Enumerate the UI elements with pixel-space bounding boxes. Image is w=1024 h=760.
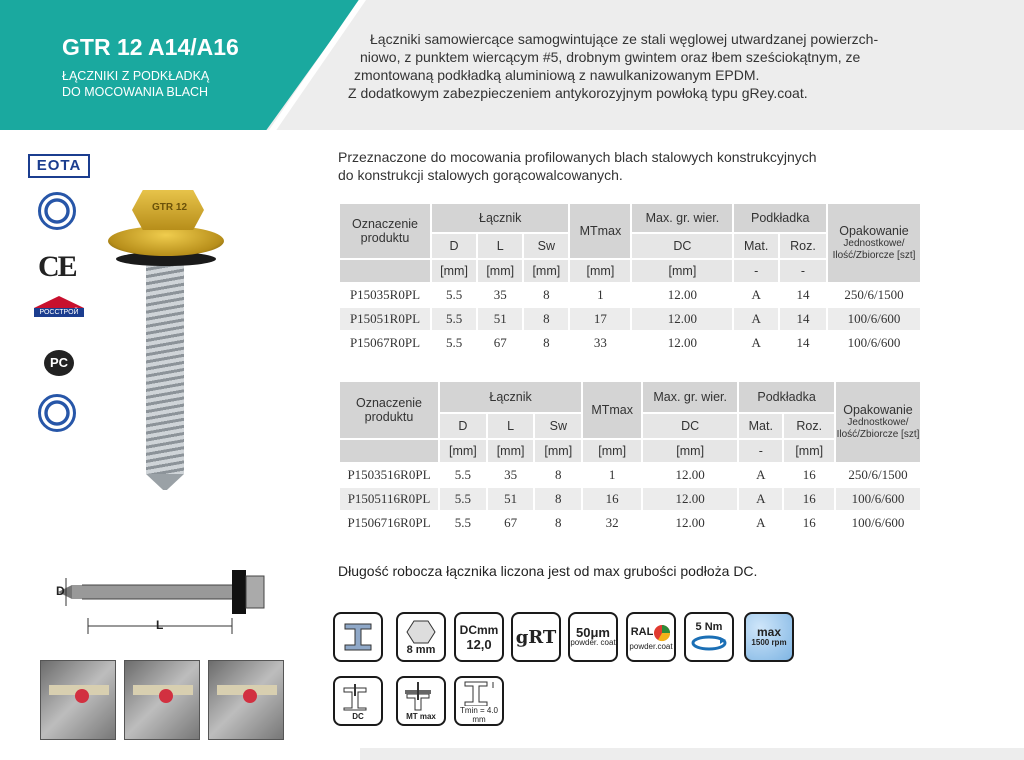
header-connector: Łącznik [440,382,581,412]
dc-joint-icon [333,676,383,726]
tmin-label: Tmin = 4.0 mm [459,706,498,724]
unit-cell: [mm] [524,260,568,282]
cell: 33 [593,335,607,350]
rotation-arrow-icon [690,633,728,653]
pack-sublabel: Jednostkowe/ Ilość/Zbiorcze [szt] [832,238,916,261]
cell: 5.5 [432,308,476,330]
quality-seal-icon [38,394,76,432]
cell: 8 [524,308,568,330]
dc-thickness-icon [454,612,504,662]
header-l: L [478,234,522,258]
spec-table-a14 [338,202,922,356]
cell: 8 [555,467,562,482]
header-mtmax: MTmax [570,204,630,258]
page-subtitle [62,68,282,100]
unit-cell: - [739,440,782,462]
cell: 12.00 [667,287,698,302]
unit-cell: [mm] [784,440,834,462]
coat-label: powder. coat [570,638,616,647]
page-title: GTR 12 A14/A16 [62,34,239,60]
rosstroy-logo [34,296,84,326]
description-line: Z dodatkowym zabezpieczeniem antykorozyjnym powłoką typu gRey.coat. [348,85,808,101]
dimension-diagram [52,562,282,642]
cell: 35 [504,467,518,482]
cell: 16 [802,515,816,530]
mt-max-icon [396,676,446,726]
unit-cell [340,260,430,282]
header-mtmax: MTmax [583,382,641,438]
header-washer: Podkładka [734,204,826,232]
ral-colors-icon [626,612,676,662]
max-rpm-icon [744,612,794,662]
cell: A [756,467,766,482]
l-label: L [156,618,164,632]
cell: 16 [802,467,816,482]
pack-sublabel: Jednostkowe/ Ilość/Zbiorcze [szt] [836,417,920,440]
header-dc: DC [632,234,732,258]
cell: 14 [796,335,810,350]
table-row [340,332,920,354]
cell: 250/6/1500 [844,287,904,302]
cell: 100/6/600 [847,335,901,350]
table-row [340,488,920,510]
screw-illustration [100,190,230,490]
mt-label: MT max [406,711,436,721]
rpm-max-label: max [756,625,782,639]
application-image [208,660,284,740]
header-l: L [488,414,534,438]
i-beam-shape [341,620,375,654]
cell: A [756,515,766,530]
application-image [124,660,200,740]
cell: 8 [543,287,550,302]
cell: A [751,287,761,302]
header-sw: Sw [535,414,581,438]
cell: 14 [780,308,826,330]
dc-value: 12,0 [466,636,492,652]
pct-mark-icon: PC [44,350,74,376]
cell: P15051R0PL [340,308,430,330]
hexagon-shape [406,619,436,645]
application-image [40,660,116,740]
header-d: D [440,414,486,438]
cell: 35 [493,287,507,302]
cell: 14 [796,287,810,302]
torque-value: 5 Nm [695,620,723,633]
grey-coat-icon [511,612,561,662]
footer-band [360,748,1024,760]
ce-mark-icon: CE [38,250,76,283]
cell: 5.5 [454,515,471,530]
table-row [340,284,920,306]
unit-cell: [mm] [432,260,476,282]
mt-diagram [401,682,441,712]
header-mat: Mat. [734,234,778,258]
fastener-marker [243,689,257,703]
unit-cell: [mm] [478,260,522,282]
table-row [340,308,920,330]
header-dc: DC [643,414,737,438]
steel-beam-icon [333,612,383,662]
tmin-diagram [459,678,499,706]
header-maxgr: Max. gr. wier. [643,382,737,412]
cell: 32 [605,515,619,530]
roof-icon [34,296,84,308]
unit-cell: [mm] [583,440,641,462]
powder-coat-icon [568,612,618,662]
cell: 5.5 [440,488,486,510]
rpm-value: 1500 rpm [751,638,787,647]
usage-text [338,148,898,184]
eota-logo: EOTA [28,154,90,178]
cell: P1505116R0PL [340,488,438,510]
coat-thickness: 50μm [576,625,610,640]
cell: P15067R0PL [349,335,421,350]
pack-label: Opakowanie [839,224,909,238]
working-length-note: Długość robocza łącznika liczona jest od max grubości podłoża DC. [338,563,758,579]
cell: P1506716R0PL [347,515,431,530]
cell: 100/6/600 [828,308,920,330]
cell: P15035R0PL [349,287,421,302]
description-line: niowo, z punktem wiercącym #5, drobnym gwintem oraz łbem sześciokątnym, ze [360,49,861,65]
rosstroy-label: РОССТРОЙ [34,308,84,317]
description-line: zmontowaną podkładką aluminiową z nawulkanizowanym EPDM. [354,67,760,83]
cell: 51 [478,308,522,330]
cell: 67 [493,335,507,350]
cell: 17 [570,308,630,330]
cell: 1 [597,287,604,302]
cell: 100/6/600 [836,488,920,510]
unit-cell: - [734,260,778,282]
unit-cell: [mm] [440,440,486,462]
head-marking: GTR 12 [152,202,188,213]
fastener-marker [75,689,89,703]
cell: 51 [488,488,534,510]
cell: 67 [504,515,518,530]
tmin-icon [454,676,504,726]
spec-table-a16 [338,380,922,536]
ral-sublabel: powder.coat [629,641,673,651]
unit-cell: [mm] [643,440,737,462]
header-sw: Sw [524,234,568,258]
cell: 250/6/1500 [848,467,908,482]
cell: 8 [543,335,550,350]
unit-cell [340,440,438,462]
joint-diagram [338,682,378,712]
header-roz: Roz. [784,414,834,438]
unit-cell: [mm] [570,260,630,282]
usage-line: do konstrukcji stalowych gorącowalcowanych. [338,167,623,183]
cell: A [751,335,761,350]
header-roz: Roz. [780,234,826,258]
header-connector: Łącznik [432,204,568,232]
cell: 16 [583,488,641,510]
table-row [340,512,920,534]
torque-icon [684,612,734,662]
fastener-marker [159,689,173,703]
cell: A [739,488,782,510]
dimension-drawing [52,562,282,642]
table-row [340,464,920,486]
cell: 5.5 [454,467,471,482]
dc-label: DCmm [459,622,499,637]
cell: A [734,308,778,330]
d-label: D [56,584,65,598]
cell: 12.00 [667,335,698,350]
dc-small-label: DC [352,711,364,721]
pack-label: Opakowanie [843,403,913,417]
cell: 12.00 [675,467,705,482]
cell: 12.00 [632,308,732,330]
color-wheel-icon [653,624,671,642]
cell: 5.5 [445,287,463,302]
header-pack [836,382,920,462]
header-product: Oznaczenie produktu [340,204,430,258]
unit-cell: [mm] [535,440,581,462]
header-pack [828,204,920,282]
usage-line: Przeznaczone do mocowania profilowanych blach stalowych konstrukcyjnych [338,149,817,165]
header-maxgr: Max. gr. wier. [632,204,732,232]
hex-size: 8 mm [406,643,436,656]
ral-label: RAL [630,626,654,638]
unit-cell: [mm] [488,440,534,462]
drill-tip [146,474,184,490]
product-description [340,30,940,102]
cell: 12.00 [675,515,705,530]
cell: 16 [784,488,834,510]
header-mat: Mat. [739,414,782,438]
cell: 12.00 [643,488,737,510]
subtitle-line: DO MOCOWANIA BLACH [62,85,209,99]
aluminium-washer [108,226,224,256]
description-line: Łączniki samowiercące samogwintujące ze stali węglowej utwardzanej powierzch- [370,31,879,47]
cell: 8 [555,515,562,530]
header-washer: Podkładka [739,382,834,412]
hex-socket-icon [396,612,446,662]
cell: P1503516R0PL [347,467,431,482]
cell: 100/6/600 [851,515,905,530]
screw-shank [146,264,184,474]
header-product: Oznaczenie produktu [340,382,438,438]
certification-seal-icon [38,192,76,230]
subtitle-line: ŁĄCZNIKI Z PODKŁADKĄ [62,69,210,83]
cell: 1 [608,467,616,482]
unit-cell: - [780,260,826,282]
cell: 8 [535,488,581,510]
unit-cell: [mm] [632,260,732,282]
cell: 5.5 [445,335,463,350]
grt-label: gRT [515,626,557,648]
header-d: D [432,234,476,258]
